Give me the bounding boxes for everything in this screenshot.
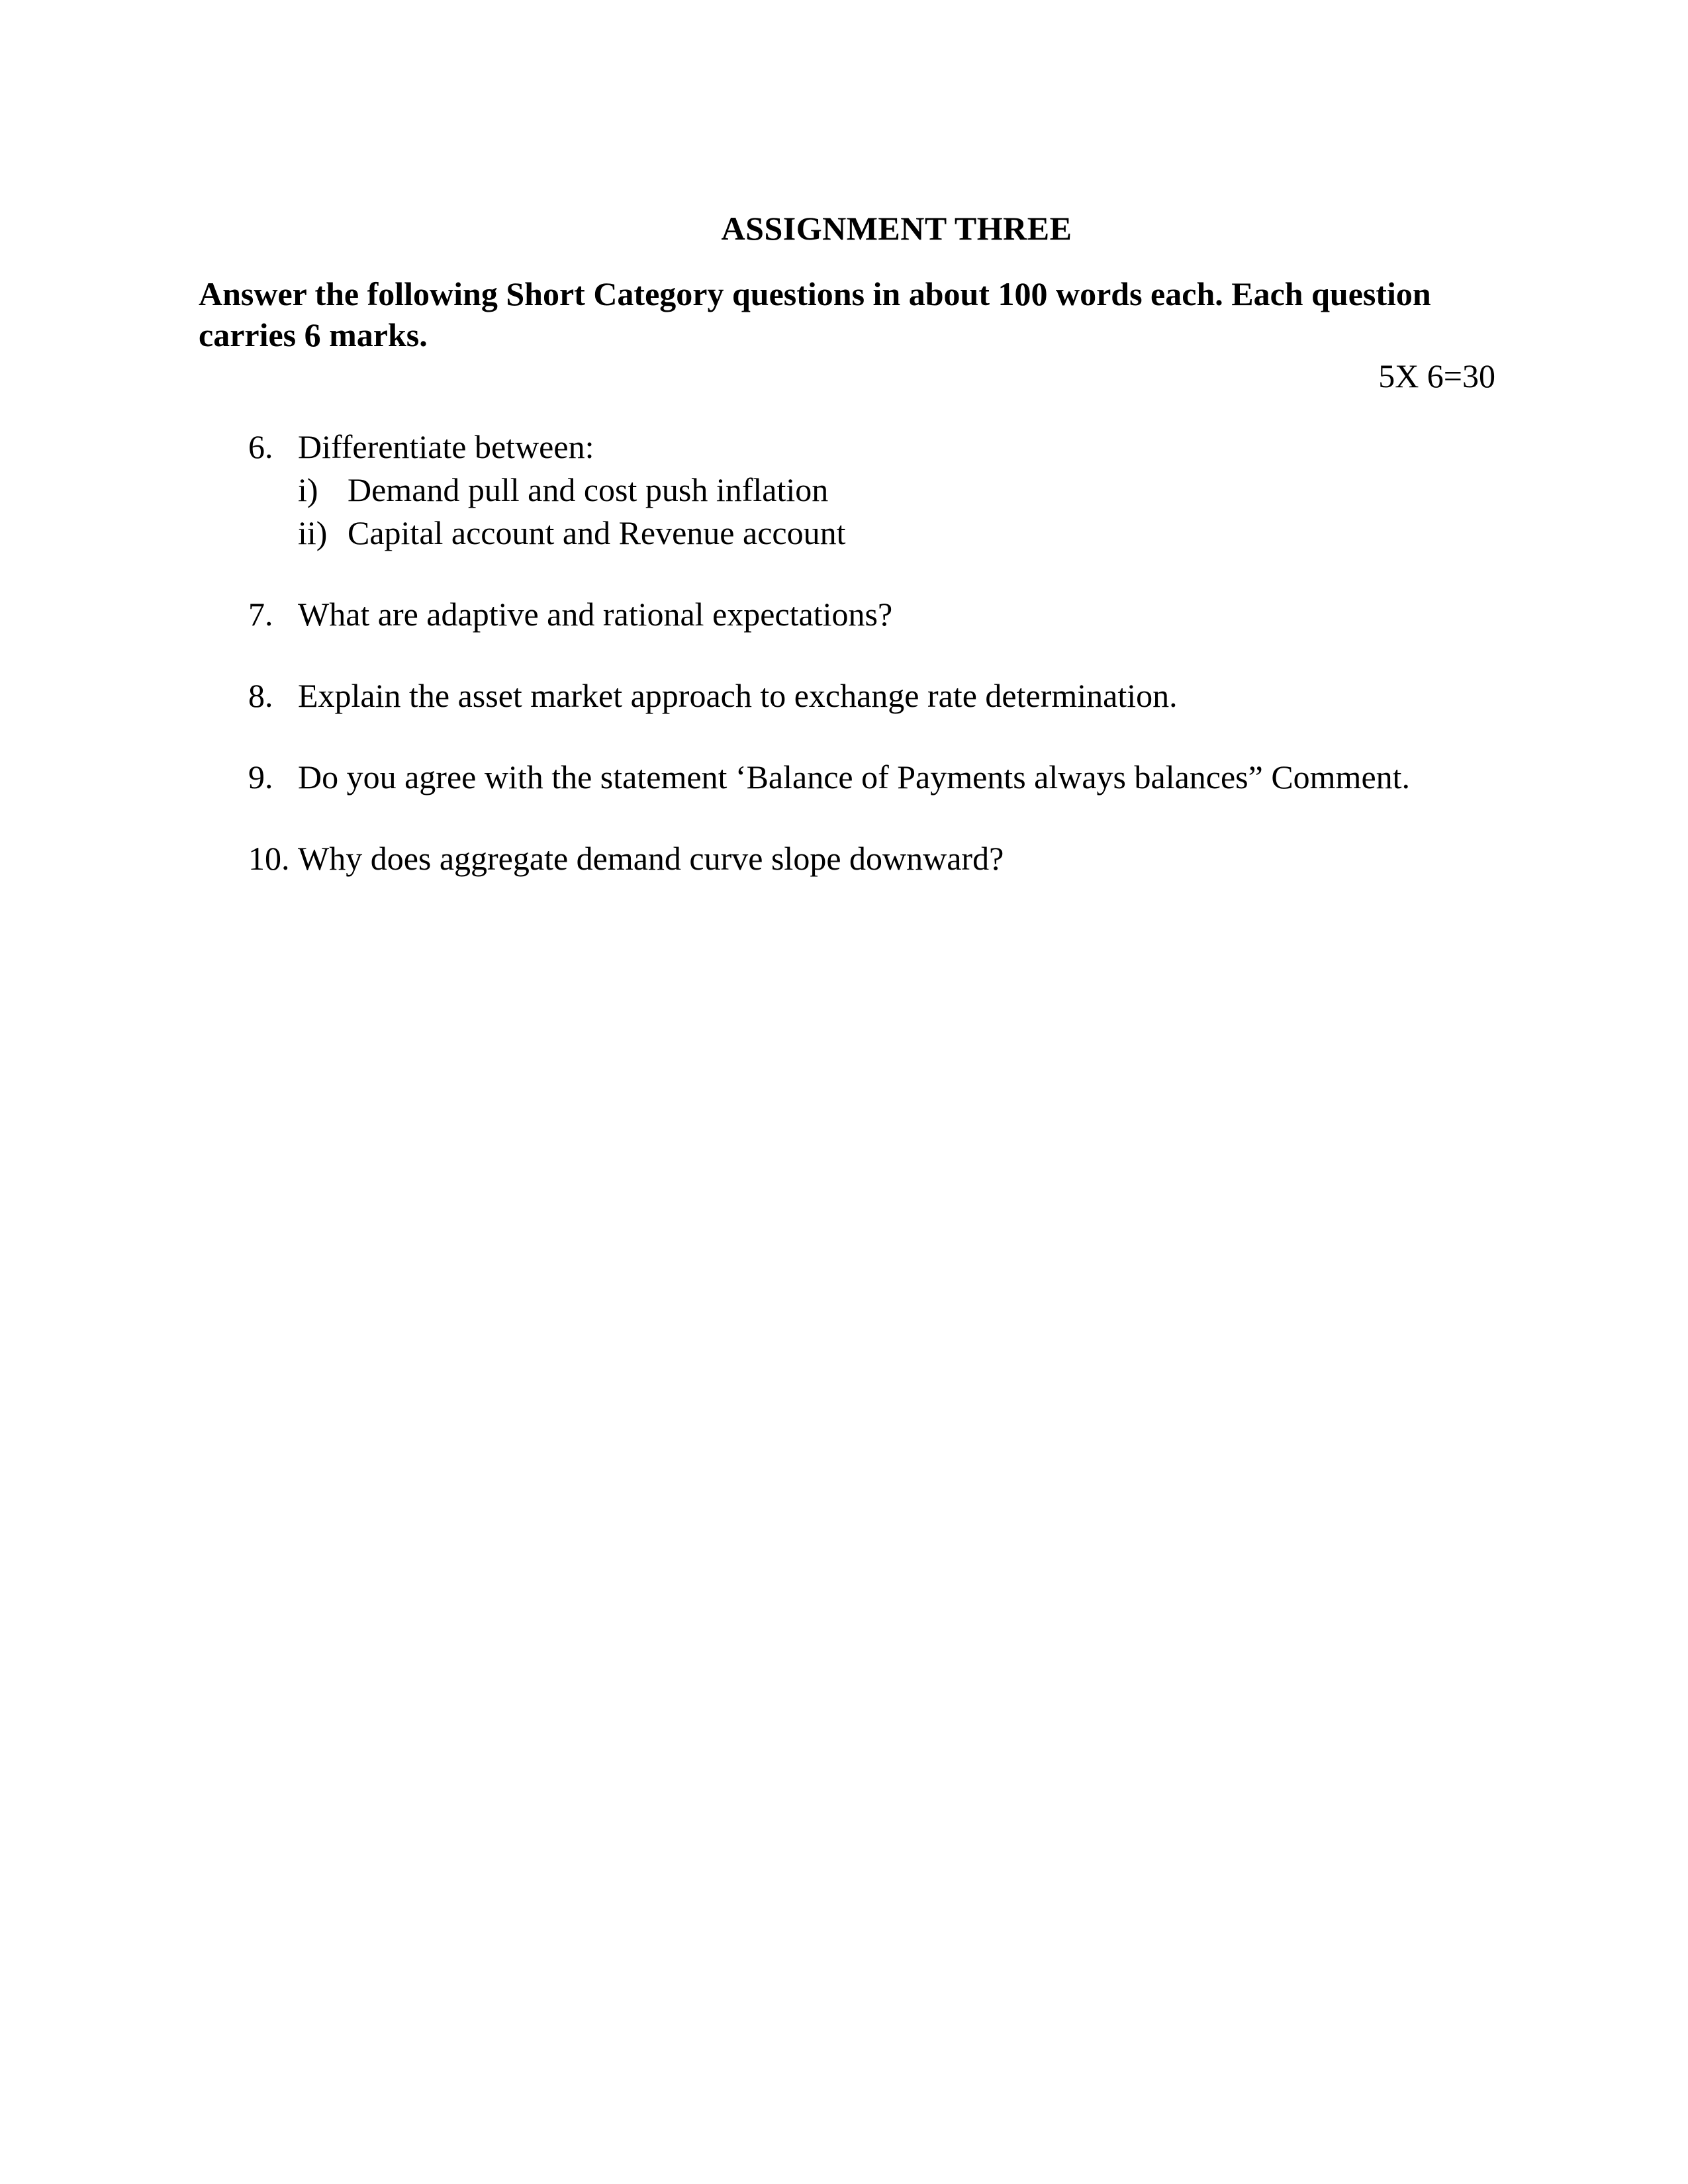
question-item-8 (199, 674, 1495, 717)
question-text: What are adaptive and rational expectations? (298, 596, 893, 633)
document-page (0, 208, 1688, 2184)
question-number: 8. (248, 677, 273, 714)
question-number: 9. (248, 758, 273, 796)
question-number: 7. (248, 596, 273, 633)
question-text: Why does aggregate demand curve slope downward? (298, 840, 1004, 877)
sub-item-number: ii) (298, 514, 328, 551)
sub-item-text: Demand pull and cost push inflation (348, 471, 829, 508)
question-number: 10. (248, 840, 290, 877)
question-text: Differentiate between: (298, 428, 594, 465)
instructions-text: Answer the following Short Category questions in about 100 words each. Each question carries 6 marks. (199, 275, 1431, 353)
question-item-10 (199, 837, 1495, 880)
question-number: 6. (248, 428, 273, 465)
question-item-6 (199, 426, 1495, 469)
sub-item-number: i) (298, 471, 318, 508)
question-list (199, 426, 1495, 880)
sub-item-text: Capital account and Revenue account (348, 514, 846, 551)
question-item-7 (199, 593, 1495, 636)
question-item-9 (199, 756, 1495, 799)
question-6-subitem-i (199, 469, 1495, 512)
marks-scheme: 5X 6=30 (1378, 357, 1495, 394)
question-text: Explain the asset market approach to exchange rate determination. (298, 677, 1178, 714)
page-title: ASSIGNMENT THREE (721, 210, 1072, 247)
question-6-subitem-ii (199, 512, 1495, 555)
question-text: Do you agree with the statement ‘Balance of Payments always balances” Comment. (298, 758, 1411, 796)
